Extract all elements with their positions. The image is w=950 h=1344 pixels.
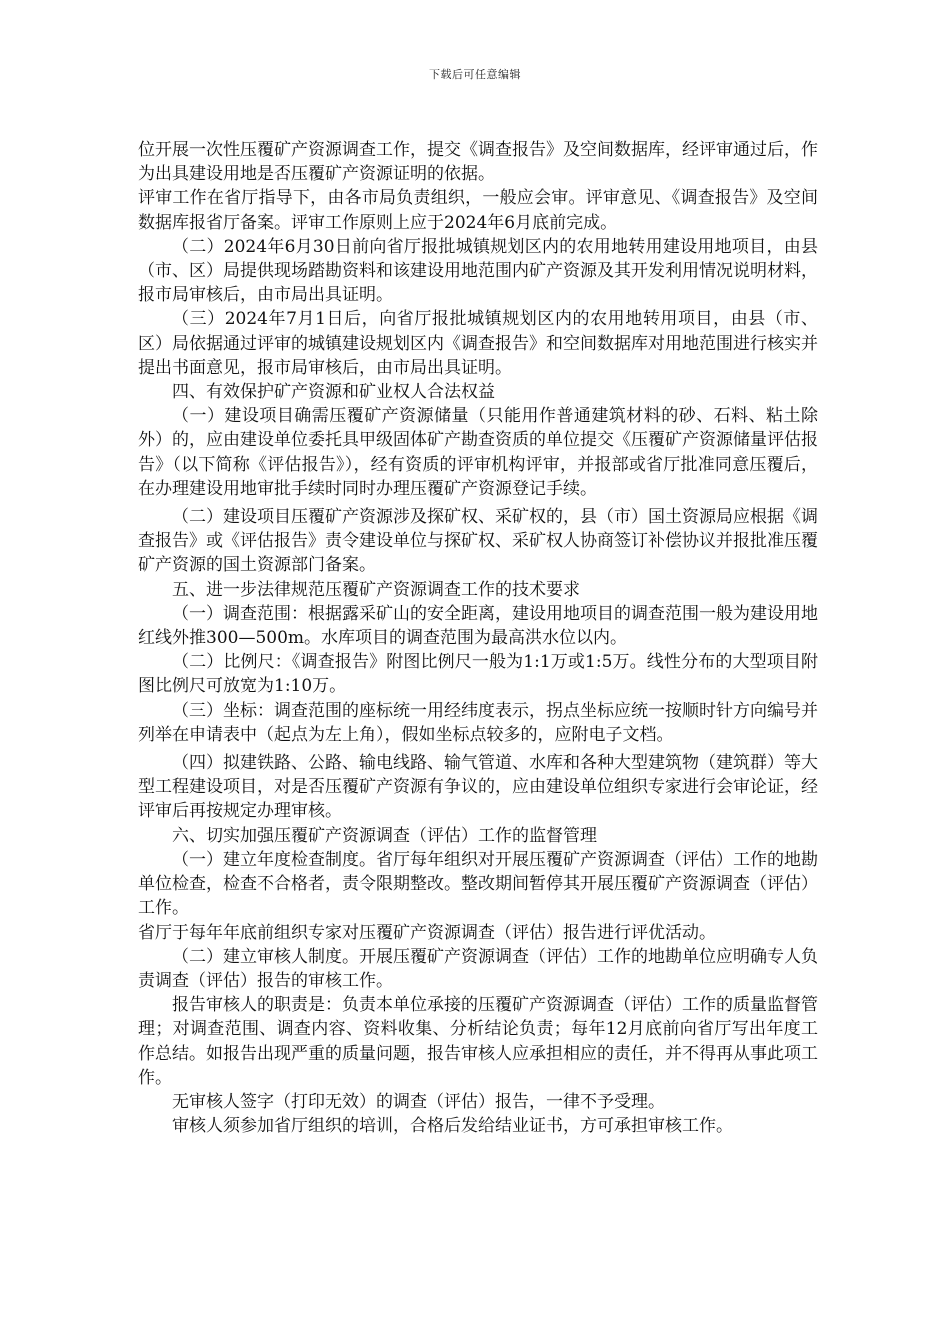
section-heading: 六、切实加强压覆矿产资源调查（评估）工作的监督管理 (172, 825, 597, 846)
paragraph: （一）调查范围：根据露采矿山的安全距离，建设用地项目的调查范围一般为建设用地红线外推300—500m。水库项目的调查范围为最高洪水位以内。 (138, 603, 818, 649)
section-heading: 四、有效保护矿产资源和矿业权人合法权益 (172, 382, 495, 403)
paragraph: （四）拟建铁路、公路、输电线路、输气管道、水库和各种大型建筑物（建筑群）等大型工程建设项目，对是否压覆矿产资源有争议的，应由建设单位组织专家进行会审论证，经评审后再按规定办理审核。 (138, 753, 818, 822)
paragraph: （一）建立年度检查制度。省厅每年组织对开展压覆矿产资源调查（评估）工作的地勘单位检查，检查不合格者，责令限期整改。整改期间暂停其开展压覆矿产资源调查（评估）工作。 (138, 849, 818, 919)
paragraph: （二）2024年6月30日前向省厅报批城镇规划区内的农用地转用建设用地项目，由县（市、区）局提供现场踏勘资料和该建设用地范围内矿产资源及其开发利用情况说明材料，报市局审核后，由市局出具证明。 (138, 236, 818, 306)
page-header: 下载后可任意编辑 (429, 68, 521, 81)
paragraph: （三）2024年7月1日后，向省厅报批城镇规划区内的农用地转用项目，由县（市、区）局依据通过评审的城镇建设规划区内《调查报告》和空间数据库对用地范围进行核实并提出书面意见，报市局审核后，由市局出具证明。 (138, 309, 818, 378)
paragraph: （二）建立审核人制度。开展压覆矿产资源调查（评估）工作的地勘单位应明确专人负责调查（评估）报告的审核工作。 (138, 946, 818, 991)
paragraph: 无审核人签字（打印无效）的调查（评估）报告，一律不予受理。 (172, 1091, 665, 1112)
section-heading: 五、进一步法律规范压覆矿产资源调查工作的技术要求 (172, 579, 580, 600)
paragraph: （二）建设项目压覆矿产资源涉及探矿权、采矿权的，县（市）国土资源局应根据《调查报告》或《评估报告》责令建设单位与探矿权、采矿权人协商签订补偿协议并报批准压覆矿产资源的国土资源部门备案。 (138, 507, 818, 576)
paragraph: 省厅于每年年底前组织专家对压覆矿产资源调查（评估）报告进行评优活动。 (138, 922, 716, 943)
paragraph: 审核人须参加省厅组织的培训，合格后发给结业证书，方可承担审核工作。 (172, 1116, 733, 1137)
paragraph: （三）坐标：调查范围的座标统一用经纬度表示，拐点坐标应统一按顺时针方向编号并列举在申请表中（起点为左上角），假如坐标点较多的，应附电子文档。 (138, 700, 818, 745)
paragraph: 报告审核人的职责是：负责本单位承接的压覆矿产资源调查（评估）工作的质量监督管理；对调查范围、调查内容、资料收集、分析结论负责；每年12月底前向省厅写出年度工作总结。如报告出现严重的质量问题，报告审核人应承担相应的责任，并不得再从事此项工作。 (138, 995, 818, 1088)
paragraph: （二）比例尺：《调查报告》附图比例尺一般为1:1万或1:5万。线性分布的大型项目附图比例尺可放宽为1:10万。 (138, 652, 818, 697)
paragraph: 位开展一次性压覆矿产资源调查工作，提交《调查报告》及空间数据库，经评审通过后，作为出具建设用地是否压覆矿产资源证明的依据。 (138, 140, 818, 185)
paragraph: 评审工作在省厅指导下，由各市局负责组织，一般应会审。评审意见、《调查报告》及空间数据库报省厅备案。评审工作原则上应于2024年6月底前完成。 (138, 188, 818, 233)
document-body (138, 138, 818, 1138)
paragraph: （一）建设项目确需压覆矿产资源储量（只能用作普通建筑材料的砂、石料、粘土除外）的，应由建设单位委托具甲级固体矿产勘查资质的单位提交《压覆矿产资源储量评估报告》（以下简称《评估报告》），经有资质的评审机构评审，并报部或省厅批准同意压覆后，在办理建设用地审批手续时同时办理压覆矿产资源登记手续。 (138, 406, 818, 499)
